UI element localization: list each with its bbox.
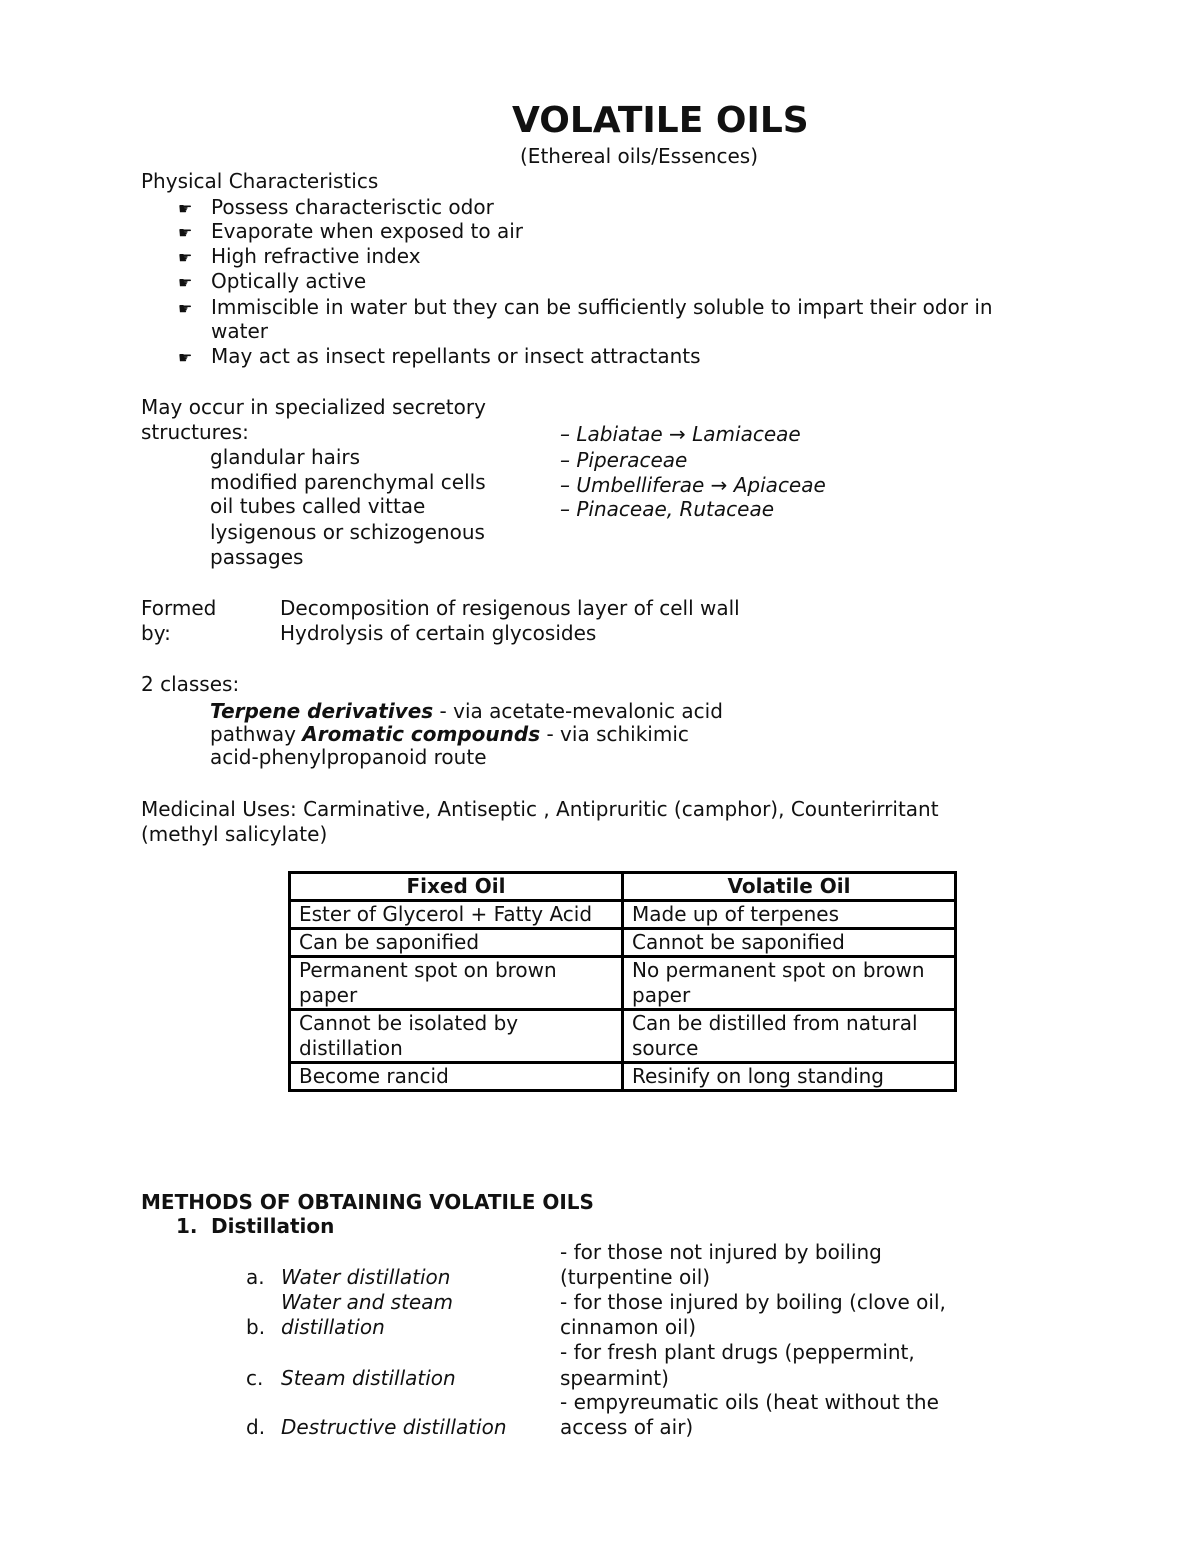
family-item: – Labiatae → Lamiaceae: [560, 422, 801, 446]
method-desc: - for those injured by boiling (clove oil,: [560, 1290, 946, 1314]
structure-item: glandular hairs: [210, 445, 361, 469]
table-row: [290, 929, 956, 957]
structure-item: lysigenous or schizogenous: [210, 520, 485, 544]
comparison-table: [288, 871, 957, 1092]
method-letter: c.: [246, 1366, 264, 1390]
hand-pointer-icon: ☛: [178, 199, 193, 218]
formed-item: Hydrolysis of certain glycosides: [280, 621, 597, 645]
table-cell: No permanent spot on brown paper: [623, 957, 956, 1010]
table-cell: Resinify on long standing: [623, 1063, 956, 1091]
table-row: [290, 901, 956, 929]
method-letter: d.: [246, 1415, 266, 1439]
bullet-item: [178, 244, 198, 270]
family-item: – Umbelliferae → Apiaceae: [560, 473, 826, 497]
hand-pointer-icon: ☛: [178, 348, 193, 367]
classes-line-2: [210, 723, 689, 746]
medicinal-uses-cont: (methyl salicylate): [141, 822, 328, 846]
table-cell: Made up of terpenes: [623, 901, 956, 929]
table-cell: Cannot be saponified: [623, 929, 956, 957]
bullet-item: [178, 295, 198, 321]
methods-sub-num: 1.: [176, 1214, 198, 1238]
method-name: Destructive distillation: [281, 1415, 507, 1439]
classes-line-3: acid-phenylpropanoid route: [210, 745, 487, 769]
method-desc: access of air): [560, 1415, 694, 1439]
table-cell: Can be distilled from natural source: [623, 1010, 956, 1063]
structures-heading: May occur in specialized secretory: [141, 395, 486, 419]
table-header-row: [290, 873, 956, 901]
method-desc: cinnamon oil): [560, 1315, 697, 1339]
physical-item: High refractive index: [211, 244, 421, 268]
physical-item: Immiscible in water but they can be sufficiently soluble to impart their odor in: [211, 295, 993, 319]
classes-heading: 2 classes:: [141, 672, 240, 696]
hand-pointer-icon: ☛: [178, 223, 193, 242]
table-cell: Cannot be isolated by distillation: [290, 1010, 623, 1063]
formed-item: Decomposition of resigenous layer of cell wall: [280, 596, 740, 620]
hand-pointer-icon: ☛: [178, 299, 193, 318]
hand-pointer-icon: ☛: [178, 273, 193, 292]
method-name: Steam distillation: [281, 1366, 456, 1390]
classes-line-1: [210, 700, 723, 723]
structure-item: passages: [210, 545, 304, 569]
physical-item: Possess characterisctic odor: [211, 195, 494, 219]
medicinal-uses: Medicinal Uses: Carminative, Antiseptic , Antipruritic (camphor), Counterirritant: [141, 797, 939, 821]
page-title: VOLATILE OILS: [512, 100, 809, 141]
bullet-item: [178, 344, 198, 370]
family-item: – Pinaceae, Rutaceae: [560, 497, 775, 521]
method-desc: spearmint): [560, 1366, 669, 1390]
method-letter: a.: [246, 1265, 265, 1289]
hand-pointer-icon: ☛: [178, 248, 193, 267]
method-name: Water distillation: [281, 1265, 451, 1289]
structure-item: modified parenchymal cells: [210, 470, 486, 494]
bullet-item: [178, 195, 198, 221]
table-row: [290, 1010, 956, 1063]
physical-item-cont: water: [211, 319, 268, 343]
table-row: [290, 1063, 956, 1091]
terpene-desc: - via acetate-mevalonic acid: [433, 699, 723, 723]
method-desc: - for fresh plant drugs (peppermint,: [560, 1340, 915, 1364]
methods-subheading: Distillation: [211, 1214, 335, 1238]
method-desc: - empyreumatic oils (heat without the: [560, 1390, 939, 1414]
aromatic-desc: - via schikimic: [540, 722, 689, 746]
structures-heading: structures:: [141, 420, 249, 444]
method-name: distillation: [281, 1315, 385, 1339]
table-cell: Ester of Glycerol + Fatty Acid: [290, 901, 623, 929]
method-letter: b.: [246, 1315, 266, 1339]
method-desc: (turpentine oil): [560, 1265, 711, 1289]
table-header: Fixed Oil: [290, 873, 623, 901]
structure-item: oil tubes called vittae: [210, 494, 426, 518]
formed-label: by:: [141, 621, 171, 645]
method-name: Water and steam: [281, 1290, 453, 1314]
method-desc: - for those not injured by boiling: [560, 1240, 882, 1264]
physical-item: May act as insect repellants or insect attractants: [211, 344, 701, 368]
bullet-item: [178, 219, 198, 245]
physical-item: Evaporate when exposed to air: [211, 219, 523, 243]
aromatic-term: Aromatic compounds: [302, 722, 541, 746]
table-cell: Become rancid: [290, 1063, 623, 1091]
methods-heading: METHODS OF OBTAINING VOLATILE OILS: [141, 1190, 594, 1214]
page-subtitle: (Ethereal oils/Essences): [520, 144, 759, 168]
physical-item: Optically active: [211, 269, 367, 293]
table-header: Volatile Oil: [623, 873, 956, 901]
table-cell: Permanent spot on brown paper: [290, 957, 623, 1010]
formed-label: Formed: [141, 596, 217, 620]
table-cell: Can be saponified: [290, 929, 623, 957]
terpene-term: Terpene derivatives: [210, 699, 434, 723]
family-item: – Piperaceae: [560, 448, 688, 472]
table-row: [290, 957, 956, 1010]
pathway-text: pathway: [210, 722, 303, 746]
physical-heading: Physical Characteristics: [141, 169, 379, 193]
bullet-item: [178, 269, 198, 295]
